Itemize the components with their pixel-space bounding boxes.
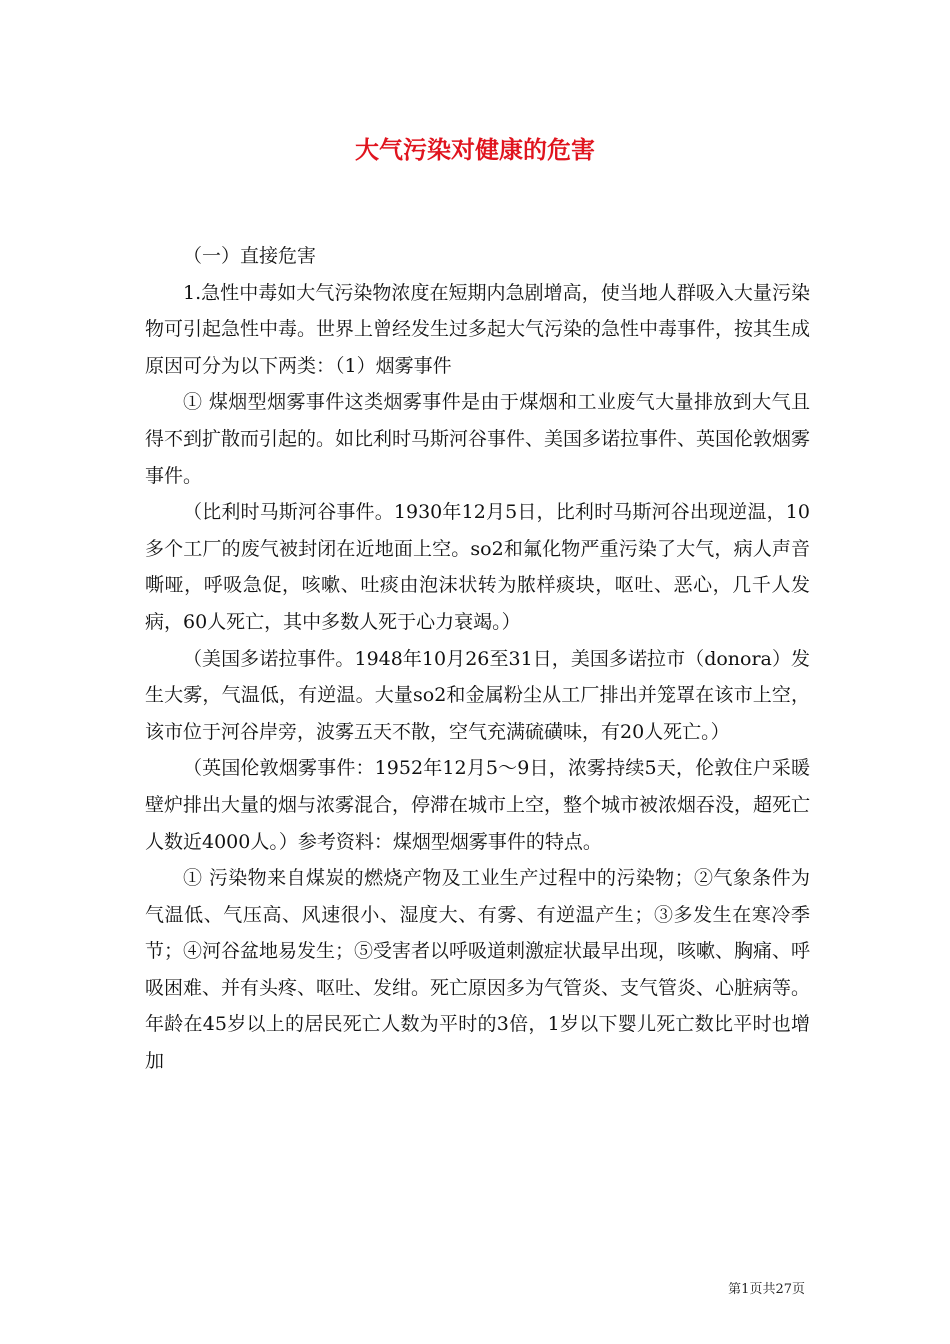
paragraph: （比利时马斯河谷事件。1930年12月5日，比利时马斯河谷出现逆温，10多个工厂的废气被封闭在近地面上空。so2和氟化物严重污染了大气，病人声音嘶哑，呼吸急促，咳嗽、吐痰由泡沫状转为脓样痰块，呕吐、恶心，几千人发病，60人死亡，其中多数人死于心力衰竭。） <box>145 501 810 633</box>
document-title: 大气污染对健康的危害 <box>355 135 595 164</box>
paragraph: （英国伦敦烟雾事件：1952年12月5～9日，浓雾持续5天，伦敦住户采暖壁炉排出大量的烟与浓雾混合，停滞在城市上空，整个城市被浓烟吞没，超死亡人数近4000人。）参考资料：煤烟型烟雾事件的特点。 <box>145 757 811 853</box>
paragraph: （美国多诺拉事件。1948年10月26至31日，美国多诺拉市（donora）发生大雾，气温低，有逆温。大量so2和金属粉尘从工厂排出并笼罩在该市上空，该市位于河谷岸旁，波雾五天不散，空气充满硫磺味，有20人死亡。） <box>145 647 810 743</box>
section-heading: （一）直接危害 <box>183 245 317 267</box>
paragraph: 1.急性中毒如大气污染物浓度在短期内急剧增高，使当地人群吸入大量污染物可引起急性中毒。世界上曾经发生过多起大气污染的急性中毒事件，按其生成原因可分为以下两类：（1）烟雾事件 <box>145 281 811 377</box>
paragraph: ① 污染物来自煤炭的燃烧产物及工业生产过程中的污染物；②气象条件为气温低、气压高、风速很小、湿度大、有雾、有逆温产生；③多发生在寒冷季节；④河谷盆地易发生；⑤受害者以呼吸道刺激症状最早出现，咳嗽、胸痛、呼吸困难、并有头疼、呕吐、发绀。死亡原因多为气管炎、支气管炎、心脏病等。年龄在45岁以上的居民死亡人数为平时的3倍，1岁以下婴儿死亡数比平时也增加 <box>145 867 811 1073</box>
document-body <box>145 238 810 1080</box>
paragraph: ① 煤烟型烟雾事件这类烟雾事件是由于煤烟和工业废气大量排放到大气且得不到扩散而引起的。如比利时马斯河谷事件、美国多诺拉事件、英国伦敦烟雾事件。 <box>145 391 811 487</box>
page-footer: 第1页共27页 <box>728 1282 805 1297</box>
